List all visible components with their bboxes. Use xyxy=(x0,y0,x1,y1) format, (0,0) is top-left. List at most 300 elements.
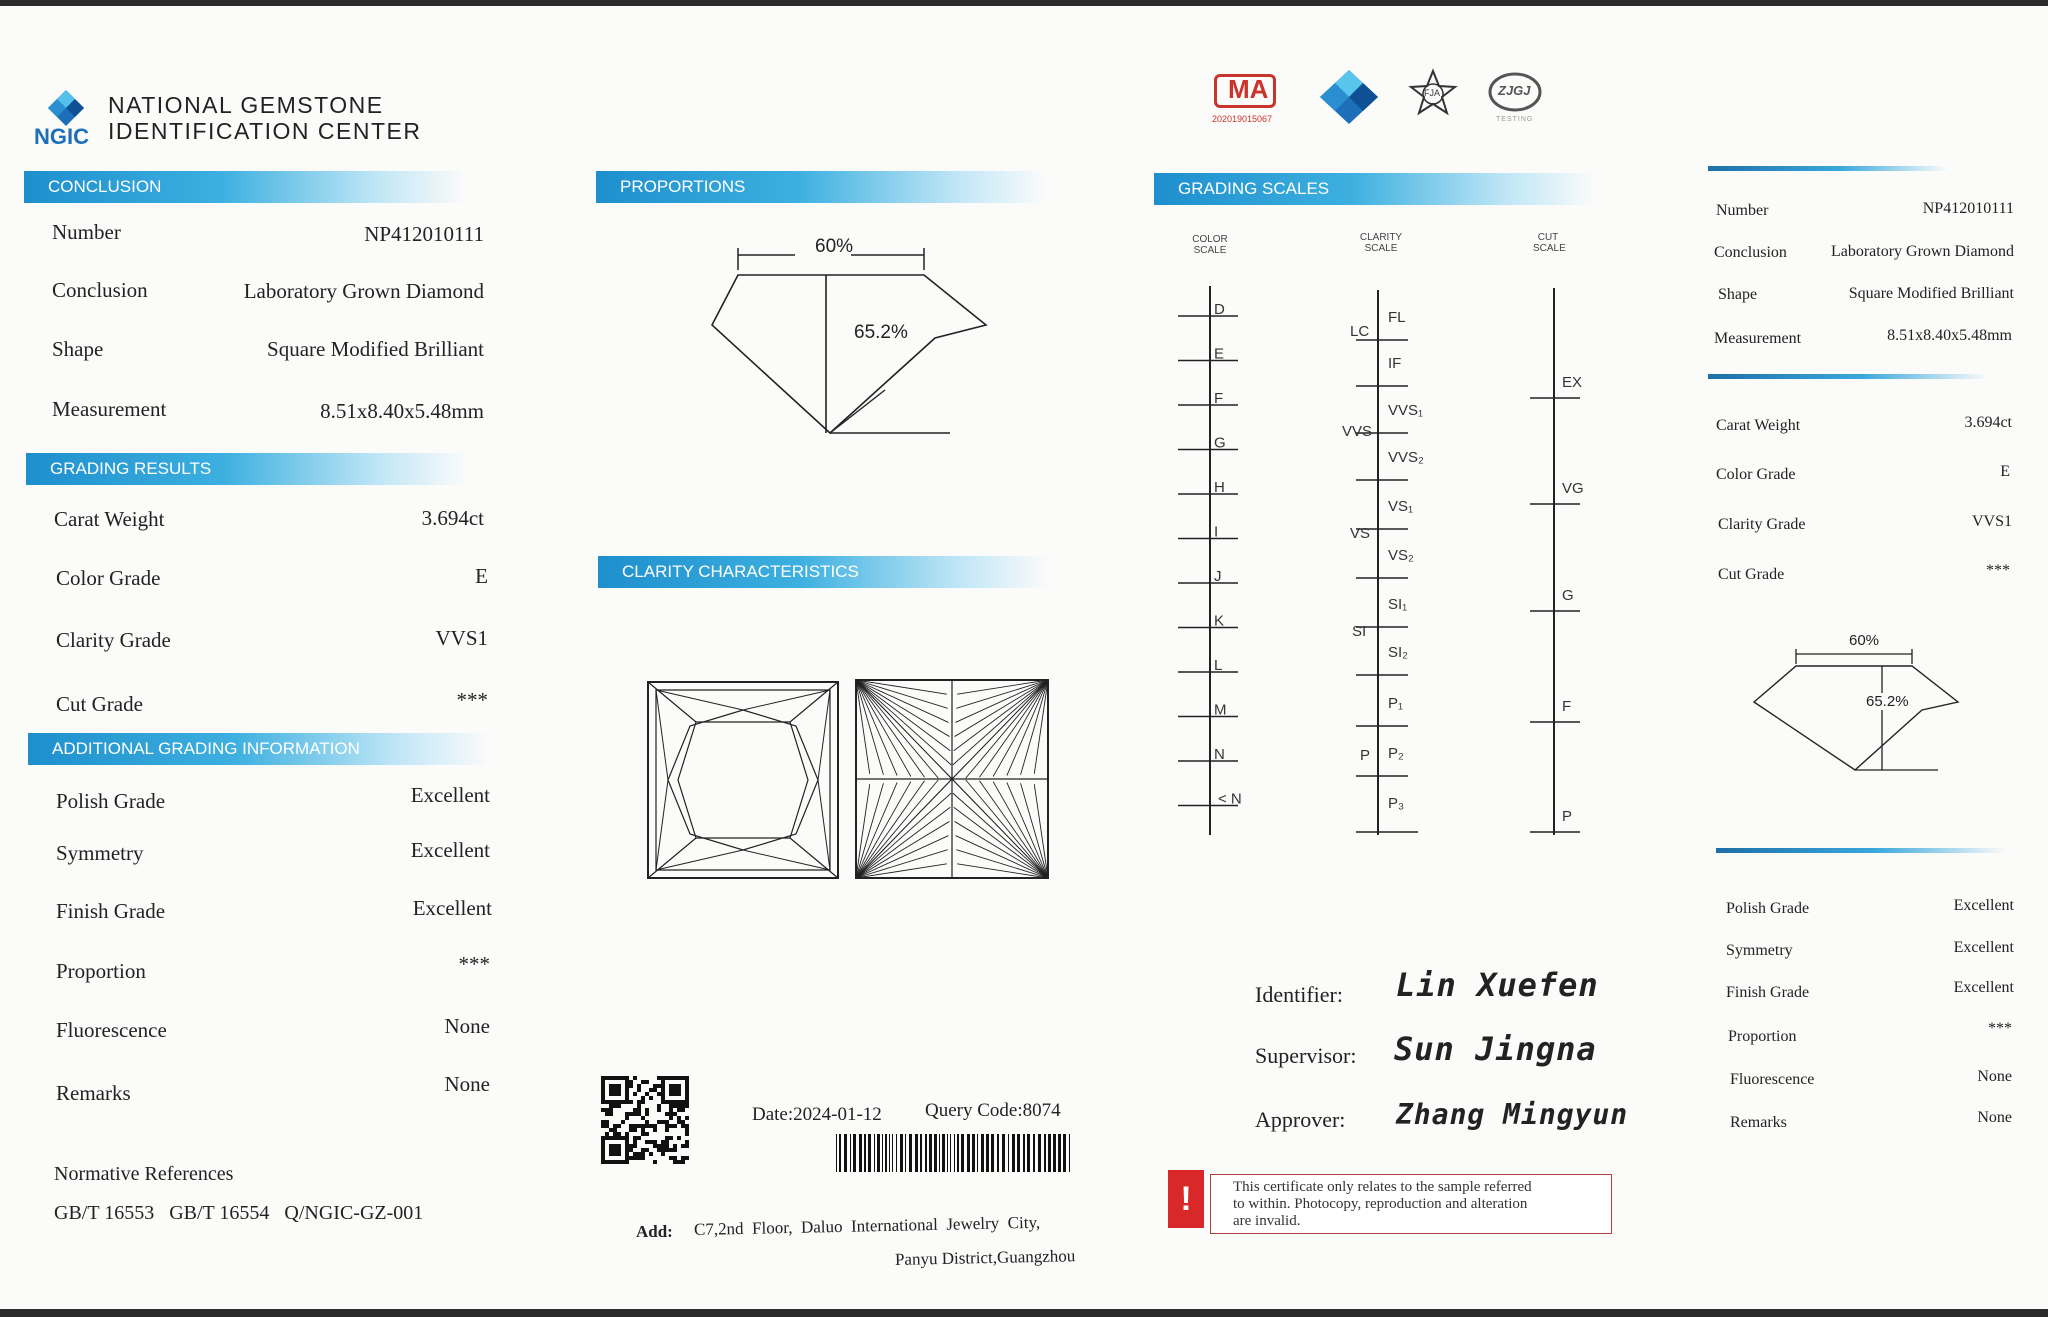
qr-module xyxy=(613,1124,617,1128)
finish-grade-label: Finish Grade xyxy=(56,899,166,923)
org-name-line2: IDENTIFICATION CENTER xyxy=(108,118,422,144)
polish-grade-value: Excellent xyxy=(410,783,490,807)
qr-module xyxy=(685,1156,689,1160)
pavilion-facet-line xyxy=(856,680,897,776)
clarity-grade-label: VS₂ xyxy=(1388,547,1414,564)
summary-conclusion-label: Conclusion xyxy=(1714,244,1787,261)
cma-number: 202019015067 xyxy=(1212,114,1273,124)
summary-proportion-label: Proportion xyxy=(1728,1028,1797,1045)
org-name-line1: NATIONAL GEMSTONE xyxy=(108,92,384,118)
qr-module xyxy=(601,1108,605,1112)
qr-module xyxy=(617,1124,621,1128)
qr-module xyxy=(629,1148,633,1152)
grading-scales-banner: GRADING SCALES xyxy=(1154,173,1594,205)
qr-module xyxy=(681,1124,685,1128)
qr-module xyxy=(641,1156,645,1160)
qr-module xyxy=(669,1136,673,1140)
qr-module xyxy=(633,1128,637,1132)
qr-module xyxy=(637,1152,641,1156)
pavilion-facet-line xyxy=(954,807,1048,878)
grading-results-banner: GRADING RESULTS xyxy=(26,453,466,485)
color-grade-label: E xyxy=(1214,345,1225,363)
fja-text: FJA xyxy=(1424,88,1441,98)
warning-notice xyxy=(1168,1168,1614,1238)
qr-module xyxy=(669,1116,673,1120)
summary-color-label: Color Grade xyxy=(1716,466,1796,483)
barcode-bar xyxy=(1058,1134,1061,1172)
clarity-group-label: VVS xyxy=(1342,423,1373,440)
qr-module xyxy=(629,1156,633,1160)
qr-module xyxy=(649,1088,653,1092)
address-line2: Panyu District,Guangzhou xyxy=(894,1246,1076,1269)
qr-module xyxy=(681,1160,685,1164)
qr-module xyxy=(653,1140,657,1144)
qr-module xyxy=(609,1104,613,1108)
barcode-bar xyxy=(961,1134,964,1172)
summary-clarity-label: Clarity Grade xyxy=(1718,516,1806,533)
qr-module xyxy=(673,1124,677,1128)
qr-module xyxy=(641,1080,645,1084)
proportion-label: Proportion xyxy=(56,959,146,983)
conclusion-shape-value: Square Modified Brilliant xyxy=(267,337,484,361)
qr-code[interactable] xyxy=(600,1072,690,1168)
barcode-bar xyxy=(836,1134,837,1172)
clarity-grade-label: P₃ xyxy=(1388,795,1405,812)
barcode-bar xyxy=(1048,1134,1051,1172)
barcode-bar xyxy=(947,1134,948,1172)
fluorescence-label: Fluorescence xyxy=(56,1018,167,1042)
barcode-bar xyxy=(889,1134,890,1172)
qr-module xyxy=(605,1132,609,1136)
qr-module xyxy=(685,1128,689,1132)
qr-module xyxy=(641,1128,645,1132)
barcode-bar xyxy=(1012,1134,1015,1172)
polish-grade-label: Polish Grade xyxy=(56,789,166,813)
qr-module xyxy=(613,1104,617,1108)
exclamation-icon: ! xyxy=(1168,1170,1204,1228)
clarity-group-label: LC xyxy=(1350,323,1370,340)
pavilion-facet-line xyxy=(856,836,949,878)
qr-module xyxy=(673,1104,677,1108)
logo-abbrev: NGIC xyxy=(34,124,89,149)
color-grade-label: J xyxy=(1214,568,1222,585)
issue-date: Date:2024-01-12 xyxy=(752,1104,882,1125)
summary-cut-label: Cut Grade xyxy=(1718,566,1785,583)
conclusion-banner: CONCLUSION xyxy=(24,171,464,203)
qr-module xyxy=(661,1144,665,1148)
cut-grade-label: Cut Grade xyxy=(56,692,143,716)
barcode-bar xyxy=(896,1134,897,1172)
clarity-group-label: P xyxy=(1360,747,1371,764)
qr-module xyxy=(633,1076,637,1080)
clarity-group-label: VS xyxy=(1350,525,1371,542)
identifier-signature: Lin Xuefen xyxy=(1396,966,1599,1004)
summary-proportion-value: *** xyxy=(1988,1020,2012,1037)
qr-module xyxy=(633,1136,637,1140)
color-grade-label: L xyxy=(1214,657,1223,674)
conclusion-measurement-value: 8.51x8.40x5.48mm xyxy=(320,399,484,423)
qr-module xyxy=(605,1124,609,1128)
clarity-grade-label: VVS₂ xyxy=(1388,449,1424,466)
barcode-bar xyxy=(853,1134,856,1172)
qr-module xyxy=(613,1128,617,1132)
qr-module xyxy=(633,1112,637,1116)
qr-module xyxy=(637,1100,641,1104)
summary-conclusion-value: Laboratory Grown Diamond xyxy=(1830,243,2014,260)
qr-module xyxy=(673,1144,677,1148)
conclusion-conclusion-label: Conclusion xyxy=(52,278,148,302)
qr-module xyxy=(681,1104,685,1108)
pavilion-plot-svg xyxy=(854,678,1050,880)
summary-bottom-bar xyxy=(1716,848,2006,853)
approver-label: Approver: xyxy=(1255,1107,1346,1132)
qr-module xyxy=(661,1148,665,1152)
qr-module xyxy=(661,1120,665,1124)
summary-shape-label: Shape xyxy=(1718,286,1758,303)
qr-module xyxy=(669,1148,673,1152)
qr-code-svg xyxy=(600,1072,690,1168)
summary-measurement-label: Measurement xyxy=(1714,330,1802,347)
summary-shape-value: Square Modified Brilliant xyxy=(1848,285,2014,302)
qr-module xyxy=(649,1096,653,1100)
approver-signature: Zhang Mingyun xyxy=(1396,1098,1629,1131)
barcode-bar xyxy=(839,1134,841,1172)
qr-module xyxy=(633,1124,637,1128)
barcode-bar xyxy=(977,1134,978,1172)
qr-module xyxy=(665,1148,669,1152)
clarity-grade-label: VS₁ xyxy=(1388,498,1414,515)
qr-module xyxy=(653,1084,657,1088)
qr-module xyxy=(637,1124,641,1128)
qr-module xyxy=(657,1148,661,1152)
barcode-bar xyxy=(957,1134,959,1172)
summary-cut-value: *** xyxy=(1986,562,2010,579)
cut-grade-label: G xyxy=(1562,587,1574,604)
barcode-bar xyxy=(920,1134,922,1172)
qr-module xyxy=(637,1088,641,1092)
color-grade-label: H xyxy=(1214,479,1225,496)
clarity-grade-label: SI₁ xyxy=(1388,596,1408,613)
ngic-mark-icon xyxy=(1318,70,1380,124)
qr-module xyxy=(625,1116,629,1120)
qr-module xyxy=(677,1116,681,1120)
summary-polish-value: Excellent xyxy=(1953,897,2014,914)
qr-module xyxy=(669,1124,673,1128)
pavilion-plot-diagram xyxy=(854,678,1050,880)
summary-symmetry-value: Excellent xyxy=(1953,939,2014,956)
pavilion-facet-line xyxy=(856,781,925,878)
qr-module xyxy=(685,1116,689,1120)
qr-module xyxy=(669,1156,673,1160)
pavilion-facet-line xyxy=(954,680,1048,751)
qr-module xyxy=(645,1124,649,1128)
summary-proportion-svg xyxy=(1740,630,1970,780)
query-code: Query Code:8074 xyxy=(925,1100,1061,1121)
summary-fluorescence-value: None xyxy=(1977,1068,2012,1085)
remarks-label: Remarks xyxy=(56,1081,131,1105)
cut-scale-title-2: SCALE xyxy=(1533,243,1566,254)
color-grade-label: Color Grade xyxy=(56,566,161,590)
color-grade-label: D xyxy=(1214,301,1225,318)
barcode xyxy=(836,1132,1076,1176)
barcode-bar xyxy=(967,1134,970,1172)
barcode-bar xyxy=(915,1134,918,1172)
barcode-bar xyxy=(874,1134,875,1172)
qr-module xyxy=(653,1144,657,1148)
qr-module xyxy=(641,1132,645,1136)
address-label: Add: xyxy=(636,1222,673,1241)
pavilion-facet-line xyxy=(955,836,1048,878)
proportions-banner: PROPORTIONS xyxy=(596,171,1046,203)
barcode-bar xyxy=(1044,1134,1046,1172)
proportion-diagram xyxy=(660,230,1000,440)
certification-logos xyxy=(1200,66,1560,136)
qr-module xyxy=(649,1140,653,1144)
summary-finish-value: Excellent xyxy=(1953,979,2014,996)
additional-info-banner: ADDITIONAL GRADING INFORMATION xyxy=(28,733,488,765)
qr-module xyxy=(657,1076,661,1080)
qr-module xyxy=(637,1112,641,1116)
normative-references-title: Normative References xyxy=(54,1163,234,1185)
barcode-bar xyxy=(868,1134,871,1172)
qr-module xyxy=(665,1120,669,1124)
pavilion-facet-line xyxy=(1007,782,1048,878)
qr-module xyxy=(637,1104,641,1108)
crown-plot-svg xyxy=(646,680,840,880)
barcode-bar xyxy=(864,1134,866,1172)
qr-module xyxy=(629,1112,633,1116)
conclusion-measurement-label: Measurement xyxy=(52,397,167,421)
carat-weight-value: 3.694ct xyxy=(421,506,484,530)
qr-module xyxy=(637,1108,641,1112)
summary-polish-label: Polish Grade xyxy=(1726,900,1810,917)
pavilion-facet-line xyxy=(856,807,950,878)
clarity-grade-label: IF xyxy=(1388,355,1402,372)
qr-module xyxy=(681,1156,685,1160)
qr-module xyxy=(665,1112,669,1116)
barcode-bar xyxy=(991,1134,994,1172)
barcode-bar xyxy=(929,1134,932,1172)
qr-module xyxy=(661,1140,665,1144)
barcode-bar xyxy=(950,1134,951,1172)
qr-module xyxy=(645,1108,649,1112)
barcode-bar xyxy=(844,1134,847,1172)
barcode-bar xyxy=(900,1134,903,1172)
pavilion-facet-line xyxy=(979,680,1048,777)
qr-module xyxy=(673,1156,677,1160)
zjgj-sub: TESTING xyxy=(1496,116,1534,123)
clarity-characteristics-banner: CLARITY CHARACTERISTICS xyxy=(598,556,1048,588)
clarity-grade-label: P₁ xyxy=(1388,695,1404,712)
qr-module xyxy=(669,1104,673,1108)
qr-module xyxy=(649,1152,653,1156)
qr-module xyxy=(653,1160,657,1164)
clarity-grade-value: VVS1 xyxy=(435,626,488,650)
qr-module xyxy=(685,1124,689,1128)
qr-module xyxy=(669,1112,673,1116)
qr-module xyxy=(673,1112,677,1116)
pavilion-facet-line xyxy=(1007,680,1048,776)
cut-grade-label: P xyxy=(1562,808,1573,825)
qr-module xyxy=(677,1160,681,1164)
summary-clarity-value: VVS1 xyxy=(1971,513,2012,530)
barcode-bar xyxy=(850,1134,851,1172)
conclusion-conclusion-value: Laboratory Grown Diamond xyxy=(243,279,484,303)
cut-grade-label: EX xyxy=(1562,374,1583,391)
qr-module xyxy=(657,1104,661,1108)
qr-module xyxy=(653,1088,657,1092)
qr-module xyxy=(661,1152,665,1156)
grading-scales-panel xyxy=(1160,220,1600,860)
qr-module xyxy=(657,1144,661,1148)
pavilion-facet-line xyxy=(856,680,949,722)
qr-module xyxy=(633,1152,637,1156)
qr-module xyxy=(653,1128,657,1132)
warning-line2: to within. Photocopy, reproduction and alteration xyxy=(1233,1196,1528,1212)
qr-module xyxy=(657,1084,661,1088)
summary-remarks-value: None xyxy=(1977,1109,2012,1126)
barcode-bar xyxy=(909,1134,912,1172)
qr-module xyxy=(677,1120,681,1124)
color-grade-label: I xyxy=(1214,523,1219,541)
barcode-bar xyxy=(882,1134,883,1172)
qr-module xyxy=(601,1124,605,1128)
fluorescence-value: None xyxy=(444,1014,490,1038)
qr-module xyxy=(617,1132,621,1136)
cma-logo-text: MA xyxy=(1228,74,1269,104)
barcode-bar xyxy=(1053,1134,1056,1172)
symmetry-label: Symmetry xyxy=(56,841,144,865)
cut-grade-label: VG xyxy=(1562,480,1584,497)
barcode-bar xyxy=(905,1134,906,1172)
qr-module xyxy=(605,1108,609,1112)
qr-module xyxy=(649,1124,653,1128)
conclusion-shape-label: Shape xyxy=(52,337,104,361)
summary-number-label: Number xyxy=(1716,202,1769,219)
bottom-shadow xyxy=(0,1309,2048,1317)
grading-scales-svg xyxy=(1160,220,1600,860)
barcode-bar xyxy=(934,1134,937,1172)
qr-module xyxy=(657,1120,661,1124)
qr-module xyxy=(629,1144,633,1148)
barcode-svg xyxy=(836,1132,1076,1176)
qr-module xyxy=(629,1128,633,1132)
qr-module xyxy=(641,1096,645,1100)
qr-module xyxy=(645,1112,649,1116)
pavilion-facet-line xyxy=(856,680,925,777)
proportion-value: *** xyxy=(458,952,490,976)
clarity-grade-label: P₂ xyxy=(1388,745,1404,762)
symmetry-value: Excellent xyxy=(410,838,490,862)
qr-module xyxy=(637,1136,641,1140)
qr-module xyxy=(617,1104,621,1108)
qr-module xyxy=(681,1120,685,1124)
barcode-bar xyxy=(1033,1134,1035,1172)
remarks-value: None xyxy=(444,1072,490,1096)
barcode-bar xyxy=(1002,1134,1005,1172)
normative-references-list: GB/T 16553 GB/T 16554 Q/NGIC-GZ-001 xyxy=(54,1202,424,1224)
qr-module xyxy=(681,1108,685,1112)
warning-line1: This certificate only relates to the sample referred xyxy=(1233,1179,1532,1195)
qr-module xyxy=(613,1132,617,1136)
color-scale-title-2: SCALE xyxy=(1193,245,1227,256)
qr-module xyxy=(633,1140,637,1144)
qr-module xyxy=(633,1156,637,1160)
qr-module xyxy=(601,1120,605,1124)
qr-module xyxy=(665,1128,669,1132)
qr-finder-inner xyxy=(669,1084,681,1096)
qr-module xyxy=(657,1108,661,1112)
clarity-grade-label: VVS₁ xyxy=(1388,402,1424,419)
proportion-diagram-svg xyxy=(660,230,1000,440)
qr-module xyxy=(609,1108,613,1112)
summary-depth-percentage: 65.2% xyxy=(1866,693,1909,710)
zjgj-text: ZJGJ xyxy=(1498,83,1531,98)
qr-finder-inner xyxy=(609,1084,621,1096)
color-grade-label: < N xyxy=(1218,790,1242,808)
barcode-bar xyxy=(997,1134,999,1172)
qr-module xyxy=(641,1152,645,1156)
barcode-bar xyxy=(1008,1134,1009,1172)
clarity-scale-title-1: CLARITY xyxy=(1359,232,1403,243)
depth-percentage: 65.2% xyxy=(854,322,908,343)
qr-module xyxy=(665,1124,669,1128)
barcode-bar xyxy=(885,1134,887,1172)
qr-module xyxy=(673,1148,677,1152)
qr-module xyxy=(633,1108,637,1112)
summary-color-value: E xyxy=(2000,463,2010,480)
qr-module xyxy=(645,1080,649,1084)
qr-module xyxy=(633,1092,637,1096)
barcode-bar xyxy=(939,1134,940,1172)
cut-grade-value: *** xyxy=(456,688,488,712)
qr-module xyxy=(641,1124,645,1128)
qr-module xyxy=(645,1120,649,1124)
barcode-bar xyxy=(1017,1134,1020,1172)
barcode-bar xyxy=(925,1134,927,1172)
clarity-grade-label: SI₂ xyxy=(1388,644,1408,661)
qr-module xyxy=(685,1104,689,1108)
qr-module xyxy=(629,1124,633,1128)
barcode-bar xyxy=(1069,1134,1070,1172)
conclusion-number-label: Number xyxy=(52,220,121,244)
barcode-bar xyxy=(986,1134,989,1172)
identifier-label: Identifier: xyxy=(1255,982,1343,1007)
summary-mid-bar xyxy=(1708,374,1988,379)
finish-grade-value: Excellent xyxy=(412,896,492,920)
summary-carat-value: 3.694ct xyxy=(1964,414,2012,431)
summary-table-percentage: 60% xyxy=(1849,632,1880,649)
qr-module xyxy=(605,1120,609,1124)
supervisor-label: Supervisor: xyxy=(1255,1043,1357,1068)
summary-carat-label: Carat Weight xyxy=(1716,417,1801,434)
crown-plot-diagram xyxy=(646,680,840,880)
supervisor-signature: Sun Jingna xyxy=(1394,1030,1597,1068)
barcode-bar xyxy=(1063,1134,1066,1172)
qr-module xyxy=(637,1084,641,1088)
conclusion-number-value: NP412010111 xyxy=(364,222,484,246)
qr-module xyxy=(677,1104,681,1108)
color-grade-label: M xyxy=(1214,701,1227,719)
qr-module xyxy=(645,1140,649,1144)
barcode-bar xyxy=(954,1134,955,1172)
qr-module xyxy=(645,1092,649,1096)
color-grade-label: K xyxy=(1214,612,1225,630)
clarity-grade-label: Clarity Grade xyxy=(56,628,171,652)
qr-module xyxy=(641,1100,645,1104)
carat-weight-label: Carat Weight xyxy=(54,507,165,531)
barcode-bar xyxy=(981,1134,984,1172)
